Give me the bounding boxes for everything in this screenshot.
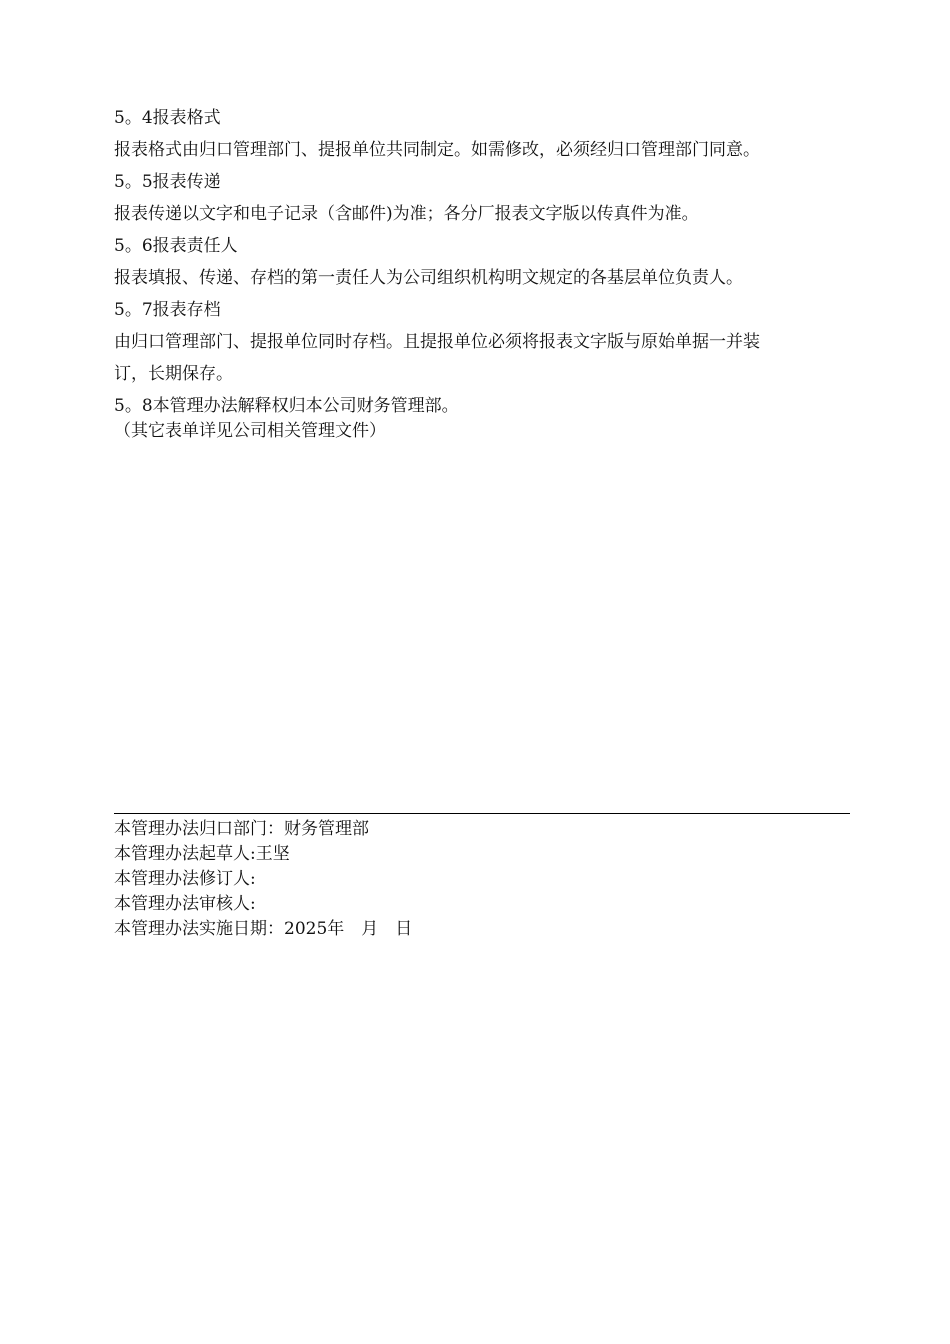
interpretation-clause: 5。8本管理办法解释权归本公司财务管理部。 [114, 396, 459, 416]
section-body-5-5: 报表传递以文字和电子记录（含邮件)为准；各分厂报表文字版以传真件为准。 [114, 204, 699, 224]
section-heading-5-5: 5。5报表传递 [114, 172, 221, 192]
section-body-5-7-line2: 订，长期保存。 [114, 364, 233, 384]
footer-reviser: 本管理办法修订人: [114, 869, 256, 889]
footer-drafter: 本管理办法起草人:王坚 [114, 844, 290, 864]
section-body-5-7-line1: 由归口管理部门、提报单位同时存档。且提报单位必须将报表文字版与原始单据一并装 [114, 332, 760, 352]
footer-divider [114, 813, 850, 814]
other-forms-note: （其它表单详见公司相关管理文件） [114, 421, 386, 441]
section-body-5-6: 报表填报、传递、存档的第一责任人为公司组织机构明文规定的各基层单位负责人。 [114, 268, 743, 288]
footer-effective-date: 本管理办法实施日期：2025年 月 日 [114, 919, 413, 939]
section-heading-5-4: 5。4报表格式 [114, 108, 221, 128]
footer-department: 本管理办法归口部门：财务管理部 [114, 819, 369, 839]
footer-auditor: 本管理办法审核人: [114, 894, 256, 914]
section-heading-5-7: 5。7报表存档 [114, 300, 221, 320]
section-heading-5-6: 5。6报表责任人 [114, 236, 238, 256]
section-body-5-4: 报表格式由归口管理部门、提报单位共同制定。如需修改，必须经归口管理部门同意。 [114, 140, 760, 160]
